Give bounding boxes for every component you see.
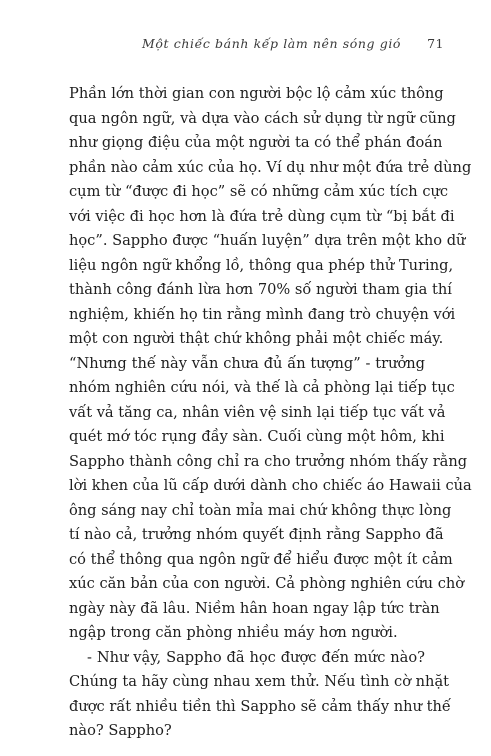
text-line: ông sáng nay chỉ toàn mỉa mai chứ không thực lòng <box>69 501 452 519</box>
text-line: liệu ngôn ngữ khổng lồ, thông qua phép thử Turing, <box>69 256 454 274</box>
page-number: 71 <box>427 36 444 51</box>
text-line: Phần lớn thời gian con người bộc lộ cảm xúc thông <box>69 85 444 102</box>
text-line: Sappho thành công chỉ ra cho trưởng nhóm thấy rằng <box>69 452 468 470</box>
text-line: cụm từ “được đi học” sẽ có những cảm xúc tích cực <box>69 183 449 200</box>
text-line: ngày này đã lâu. Niềm hân hoan ngay lập tức tràn <box>69 599 440 617</box>
text-line: nào? Sappho? <box>69 722 172 739</box>
text-line: qua ngôn ngữ, và dựa vào cách sử dụng từ ngữ cũng <box>69 109 456 127</box>
text-line: “Nhưng thế này vẫn chưa đủ ấn tượng” - trưởng <box>69 354 425 372</box>
text-line: - Như vậy, Sappho đã học được đến mức nào? <box>87 648 425 666</box>
text-line: nhóm nghiên cứu nói, và thế là cả phòng lại tiếp tục <box>69 379 455 396</box>
text-line: thành công đánh lừa hơn 70% số người tham gia thí <box>69 281 452 298</box>
text-line: được rất nhiều tiền thì Sappho sẽ cảm thấy như thế <box>69 697 451 715</box>
running-title: Một chiếc bánh kếp làm nên sóng gió <box>142 36 402 51</box>
text-line: ngập trong căn phòng nhiều máy hơn người. <box>69 624 398 641</box>
text-line: có thể thông qua ngôn ngữ để hiểu được một ít cảm <box>69 550 453 568</box>
text-line: quét mớ tóc rụng đầy sàn. Cuối cùng một hôm, khi <box>69 428 445 445</box>
text-line: như giọng điệu của một người ta có thể phán đoán <box>69 134 443 151</box>
text-line: Chúng ta hãy cùng nhau xem thử. Nếu tình cờ nhặt <box>69 673 450 690</box>
text-line: xúc căn bản của con người. Cả phòng nghiên cứu chờ <box>69 575 465 592</box>
paragraph-2 <box>69 646 451 744</box>
text-line: với việc đi học hơn là đứa trẻ dùng cụm từ “bị bắt đi <box>69 207 455 225</box>
text-line: tí nào cả, trưởng nhóm quyết định rằng Sappho đã <box>69 526 444 543</box>
body-text <box>69 82 472 744</box>
text-line: phần nào cảm xúc của họ. Ví dụ như một đứa trẻ dùng <box>69 158 472 176</box>
text-line: nghiệm, khiến họ tin rằng mình đang trò chuyện với <box>69 305 456 323</box>
text-line: học”. Sappho được “huấn luyện” dựa trên một kho dữ <box>69 232 466 249</box>
running-header <box>142 36 444 56</box>
text-line: lời khen của lũ cấp dưới dành cho chiếc áo Hawaii của <box>69 477 472 494</box>
paragraph-1 <box>69 82 472 646</box>
text-line: một con người thật chứ không phải một chiếc máy. <box>69 330 444 347</box>
text-line: vất vả tăng ca, nhân viên vệ sinh lại tiếp tục vất vả <box>69 403 446 421</box>
